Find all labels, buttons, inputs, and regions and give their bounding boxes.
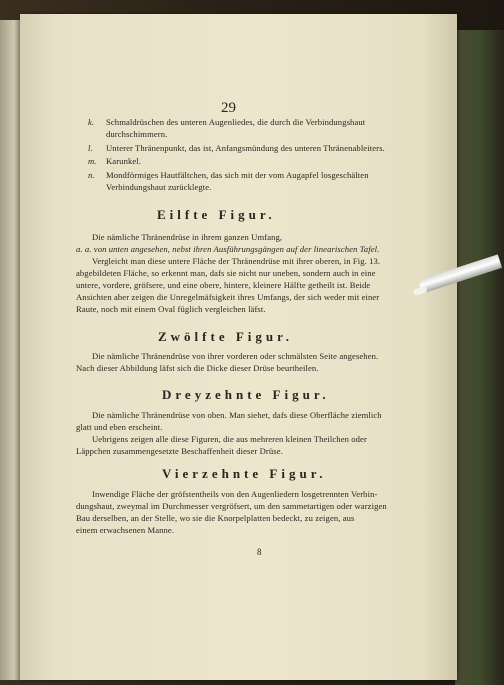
item-letter: k. bbox=[88, 117, 95, 127]
item-line: Unterer Thränenpunkt, das ist, Anfangsmündung des unteren Thränenableiters. bbox=[106, 143, 385, 153]
body-line: Bau derselben, an der Stelle, wo sie die Knorpelplatten bedeckt, zu zeigen, aus bbox=[76, 513, 355, 523]
item-line: Verbindungshaut zurücklegte. bbox=[106, 182, 212, 192]
body-line: Die nämliche Thränendrüse von oben. Man siehet, dafs diese Oberfläche ziemlich bbox=[92, 410, 382, 420]
section-heading: Dreyzehnte Figur. bbox=[162, 387, 330, 402]
section-heading: Eilfte Figur. bbox=[157, 207, 276, 222]
body-line: Ansichten aber zeigen die Unregelmäfsigkeit ihres Umfangs, der sich weder mit einer bbox=[76, 292, 380, 302]
body-line: Nach dieser Abbildung läfst sich die Dicke dieser Drüse beurtheilen. bbox=[76, 363, 319, 373]
body-line: Inwendige Fläche der gröfstentheils von den Augenliedern losgetrennten Verbin- bbox=[92, 489, 378, 499]
facing-page-edge bbox=[0, 20, 20, 680]
item-line: Mondförmiges Hautfältchen, das sich mit der vom Augapfel losgeschälten bbox=[106, 170, 369, 180]
body-line: Raute, noch mit einem Oval füglich vergleichen läfst. bbox=[76, 304, 266, 314]
item-letter: n. bbox=[88, 170, 95, 180]
item-line: Karunkel. bbox=[106, 156, 142, 166]
book-board-edge bbox=[455, 30, 504, 685]
item-letter: l. bbox=[88, 143, 93, 153]
body-line: Läppchen zusammengesetzte Beschaffenheit dieser Drüse. bbox=[76, 446, 283, 456]
item-line: durchschimmern. bbox=[106, 129, 168, 139]
body-line: glatt und eben erscheint. bbox=[76, 422, 163, 432]
body-line: Die nämliche Thränendrüse in ihrem ganzen Umfang, bbox=[92, 232, 283, 242]
section-heading: Zwölfte Figur. bbox=[158, 329, 293, 344]
page-number: 29 bbox=[221, 100, 236, 116]
body-line: untere, vordere, gröfsere, und eine obere, hintere, kleinere Hälfte getheilt ist. Beide bbox=[76, 280, 371, 290]
item-line: Schmaldrüschen des unteren Augenliedes, die durch die Verbindungshaut bbox=[106, 117, 366, 127]
body-line: Vergleicht man diese untere Fläche der Thränendrüse mit ihrer oberen, in Fig. 13. bbox=[92, 256, 381, 266]
item-letter: m. bbox=[88, 156, 97, 166]
body-line: Die nämliche Thränendrüse von ihrer vorderen oder schmälsten Seite angesehen. bbox=[92, 351, 379, 361]
body-line: einem erwachsenen Manne. bbox=[76, 525, 175, 535]
section-heading: Vierzehnte Figur. bbox=[162, 466, 327, 481]
body-line: dungshaut, zweymal im Durchmesser vergröfsert, um den sammetartigen oder warzigen bbox=[76, 501, 387, 511]
book-page bbox=[20, 14, 457, 680]
body-line: Uebrigens zeigen alle diese Figuren, die aus mehreren kleinen Theilchen oder bbox=[92, 434, 367, 444]
signature-mark: 8 bbox=[257, 547, 262, 557]
body-line: abgebildeten Fläche, so erkennt man, dafs sie nicht nur uneben, sondern auch in eine bbox=[76, 268, 376, 278]
body-line: a. a. von unten angesehen, nebst ihren Ausführungsgängen auf der linearischen Tafel. bbox=[76, 244, 380, 254]
